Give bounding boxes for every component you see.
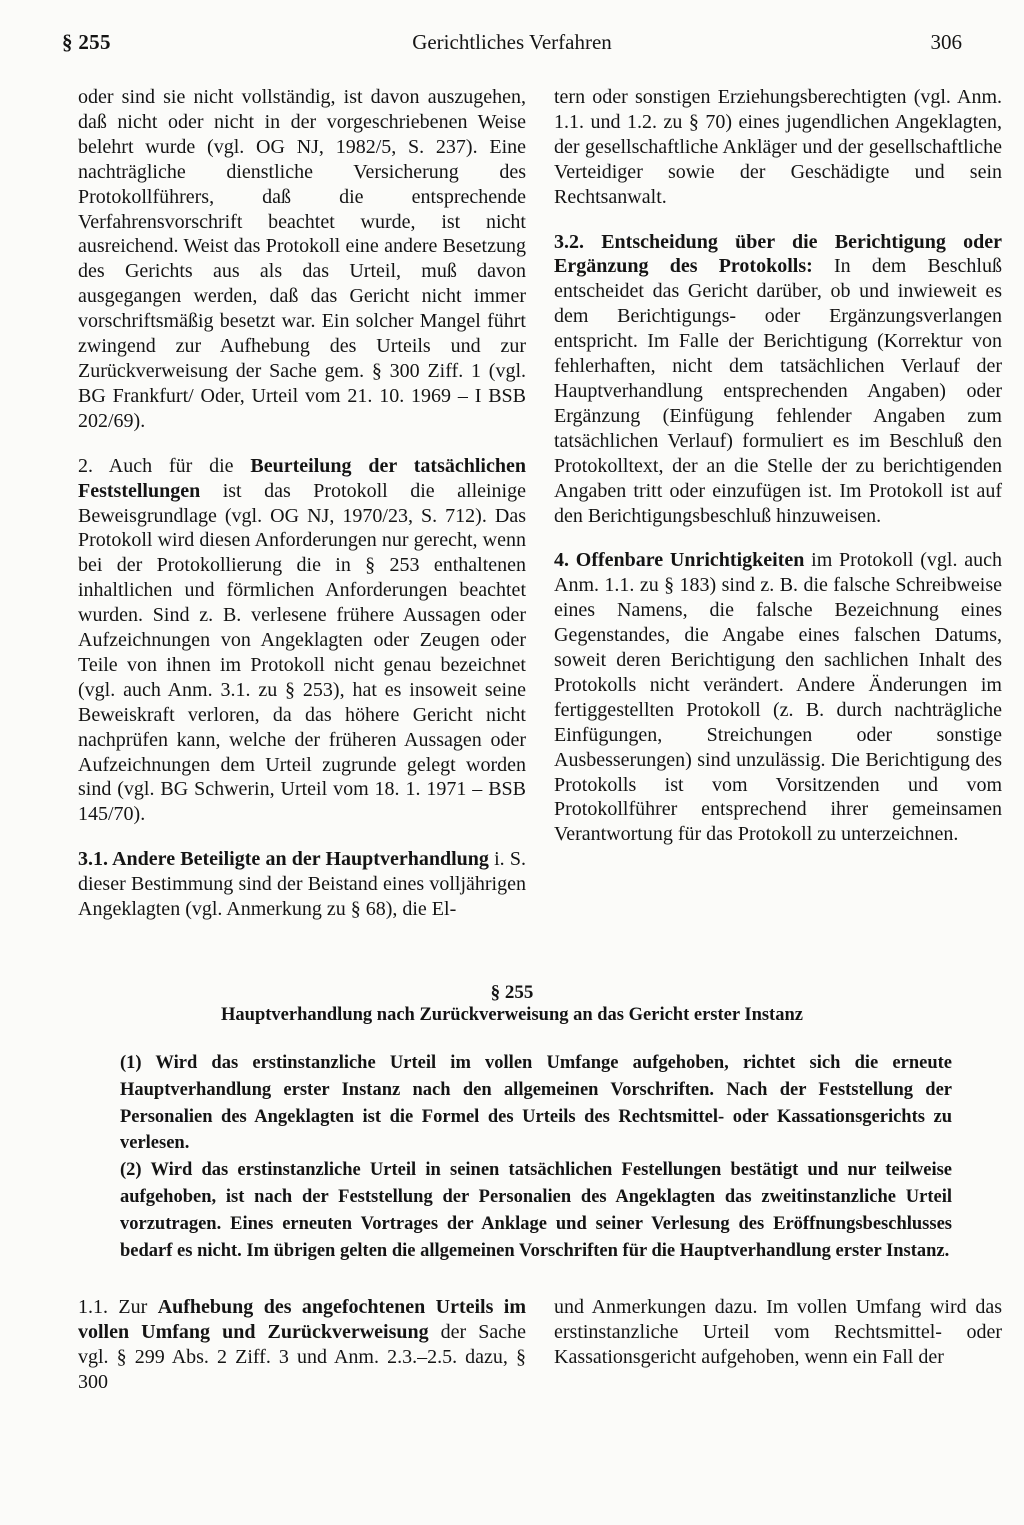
bottom-right-column <box>554 1295 1002 1370</box>
paragraph-lead: 1.1. Zur <box>78 1296 158 1318</box>
page-number: 306 <box>930 30 962 54</box>
paragraph-text: In dem Beschluß entscheidet das Gericht darüber, ob und inwieweit es dem Berichtigungs- oder Ergänzungsverlangen entspricht. Im Falle der Berichtigung (Korrektur von fehlerhaften, nicht dem tatsächlichen Verlauf der Hauptverhandlung entsprechenden Angaben) oder Ergänzung (Einfügung fehlender Angaben zum tatsächlichen Verlauf) formuliert es im Beschluß den Protokolltext, der an die Stelle der zu berichtigenden Angaben tritt oder einzufügen ist. Im Protokoll ist auf den Berichtigungsbeschluß hinzuweisen. <box>554 255 1002 527</box>
commentary-paragraph <box>78 1295 526 1395</box>
right-column <box>554 85 1002 867</box>
paragraph-bold-term: Aufhebung des angefochtenen Urteils im vollen Umfang und Zurückverweisung <box>78 1296 526 1343</box>
paragraph-lead: 2. Auch für die <box>78 454 251 477</box>
page-header <box>62 30 962 64</box>
law-paragraph-2: (2) Wird das erstinstanzliche Urteil in seinen tatsächlichen Festellungen bestätigt und nur teilweise aufgehoben, ist nach der Feststellung der Personalien des Angeklagten das zweitinstanzliche Urteil vorzutragen. Eines erneuten Vortrages der Anklage und seiner Verlesung des Eröffnungsbeschlusses bedarf es nicht. Im übrigen gelten die allgemeinen Vorschriften für die Hauptverhandlung erster Instanz. <box>120 1160 952 1261</box>
law-text <box>120 1050 952 1264</box>
left-column <box>78 85 526 942</box>
header-section-number: § 255 <box>62 30 111 54</box>
paragraph-text: ist das Protokoll die alleinige Beweisgrundlage (vgl. OG NJ, 1970/23, S. 712). Das Protokoll wird diesen Anforderungen nur gerecht, wenn bei der Protokollierung die in § 253 enthaltenen inhaltlichen und förmlichen Anforderungen beachtet wurden. Sind z. B. verlesene frühere Aussagen oder Aufzeichnungen von Angeklagten oder Zeugen oder Teile von ihnen im Protokoll nicht genau bezeichnet (vgl. auch Anm. 3.1. zu § 253), hat es insoweit seine Beweiskraft verloren, da das höhere Gericht nicht nachprüfen kann, welche der früheren Aussagen oder Aufzeichnungen dem Urteil zugrunde gelegt worden sind (vgl. BG Schwerin, Urteil vom 18. 1. 1971 – BSB 145/70). <box>78 479 526 826</box>
paragraph-bold-term: Beurteilung der tatsächlichen Feststellungen <box>78 454 526 502</box>
section-title: Hauptverhandlung nach Zurückverweisung an das Gericht erster Instanz <box>221 1005 803 1025</box>
paragraph-text: im Protokoll (vgl. auch Anm. 1.1. zu § 183) sind z. B. die falsche Schreibweise eines Namens, die falsche Bezeichnung eines Gegenstandes, die Angabe eines falschen Datums, soweit deren Berichtigung den sachlichen Inhalt des Protokolls nicht verändert. Andere Änderungen im fertiggestellten Protokoll (z. B. durch nachträgliche Einfügungen, Streichungen oder sonstige Ausbesserungen) sind unzulässig. Die Berichtigung des Protokolls ist vom Vorsitzenden und vom Protokollführer entsprechend ihrer gemeinsamen Verantwortung für das Protokoll zu unterzeichnen. <box>554 549 1002 846</box>
paragraph-3-2 <box>554 230 1002 529</box>
paragraph: tern oder sonstigen Erziehungsberechtigten (vgl. Anm. 1.1. und 1.2. zu § 70) eines jugendlichen Angeklagten, der gesellschaftliche Ankläger und der gesellschaftliche Verteidiger sowie der Geschädigte und sein Rechtsanwalt. <box>554 86 1002 208</box>
paragraph-heading: 4. Offenbare Unrichtigkeiten <box>554 549 805 572</box>
paragraph: oder sind sie nicht vollständig, ist davon auszugehen, daß nicht oder nicht in der vorgeschriebenen Weise belehrt wurde (vgl. OG NJ, 1982/5, S. 237). Eine nachträgliche dienstliche Versicherung des Protokollführers, daß die entsprechende Verfahrensvorschrift beachtet wurde, ist nicht ausreichend. Weist das Protokoll eine andere Besetzung des Gerichts aus als das Urteil, muß davon ausgegangen werden, daß das Gericht nicht immer vorschriftsmäßig besetzt war. Ein solcher Mangel führt zwingend zur Aufhebung des Urteils und zur Zurückverweisung der Sache gem. § 300 Ziff. 1 (vgl. BG Frankfurt/ Oder, Urteil vom 21. 10. 1969 – I BSB 202/69). <box>78 86 526 432</box>
paragraph-heading: 3.2. Entscheidung über die Berichtigung oder Ergänzung des Protokolls: <box>554 230 1002 278</box>
paragraph-4 <box>554 548 1002 847</box>
header-title: Gerichtliches Verfahren <box>412 30 612 54</box>
law-paragraph-1: (1) Wird das erstinstanzliche Urteil im vollen Umfange aufgehoben, richtet sich die erneute Hauptverhandlung erster Instanz nach den allgemeinen Vorschriften. Nach der Feststellung der Personalien des Angeklagten ist die Formel des Urteils des Rechtsmittel- oder Kassationsgerichts zu verlesen. <box>120 1053 952 1154</box>
section-number: § 255 <box>490 982 534 1003</box>
commentary-paragraph: und Anmerkungen dazu. Im vollen Umfang wird das erstinstanzliche Urteil vom Rechtsmittel- oder Kassationsgericht aufgehoben, wenn ein Fall der <box>554 1296 1002 1368</box>
paragraph-text: i. S. dieser Bestimmung sind der Beistand eines volljährigen Angeklagten (vgl. Anmerkung zu § 68), die El- <box>78 848 527 921</box>
paragraph-heading: 3.1. Andere Beteiligte an der Hauptverhandlung <box>78 848 489 871</box>
paragraph-text: der Sache vgl. § 299 Abs. 2 Ziff. 3 und Anm. 2.3.–2.5. dazu, § 300 <box>78 1320 526 1393</box>
paragraph-2 <box>78 454 526 828</box>
paragraph-3-1 <box>78 847 526 922</box>
bottom-left-column <box>78 1295 526 1395</box>
